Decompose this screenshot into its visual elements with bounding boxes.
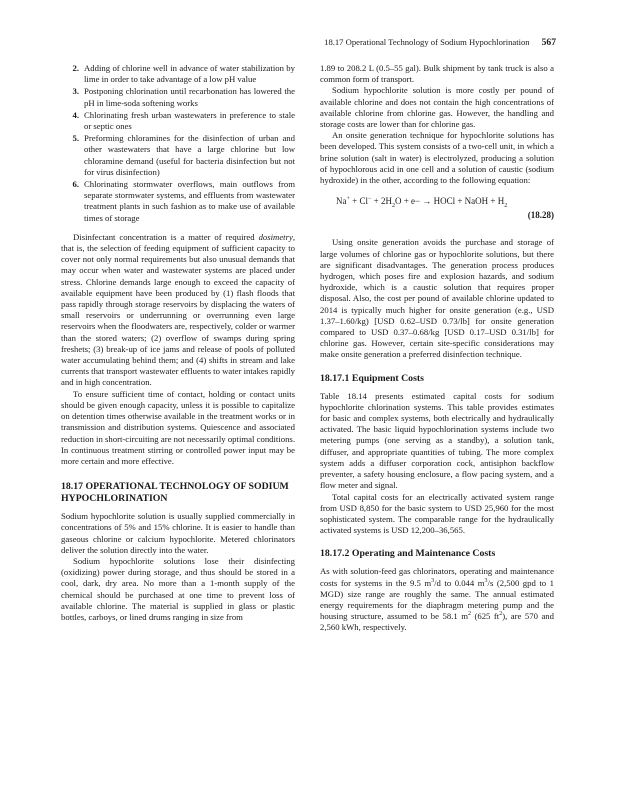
paragraph-storage: Sodium hypochlorite solutions lose their disinfecting (oxidizing) power during storage, and thus should be stored in a cool, dark, dry area. No more than a 1-month supply of the chemical should be purchased at one time to prevent loss of available chlorine. The material is supplied in glass or plastic bottles, carboys, or lined drums ranging in size from xyxy=(61,555,295,622)
paragraph-onsite-generation: An onsite generation technique for hypochlorite solutions has been developed. This system consists of a two-cell unit, in which a brine solution (salt in water) is electrolyzed, producing a solution of hypochlorous acid in one cell and a solution of caustic (sodium hydroxide) in the other, according to the following equation: xyxy=(320,130,554,186)
eq-sub: 2 xyxy=(391,203,395,210)
list-item-number: 2. xyxy=(72,63,79,73)
numbered-list xyxy=(61,63,295,224)
right-column xyxy=(320,63,554,634)
list-item xyxy=(61,110,295,132)
text-run: ), are 570 and 2,560 kWh, respectively. xyxy=(320,611,554,633)
eq-term: + Cl xyxy=(349,196,368,207)
paragraph-continuation: 1.89 to 208.2 L (0.5–55 gal). Bulk shipment by tank truck is also a common form of transport. xyxy=(320,63,554,85)
left-column xyxy=(61,63,295,623)
list-item-number: 6. xyxy=(72,179,79,190)
eq-sup: + xyxy=(346,196,350,203)
page-number: 567 xyxy=(541,37,556,48)
list-item xyxy=(61,179,295,224)
eq-term: O + e− → HOCl + NaOH + H xyxy=(394,196,505,207)
subsection-heading-equipment-costs: 18.17.1 Equipment Costs xyxy=(320,372,424,384)
eq-sup: − xyxy=(367,196,372,203)
list-item-number: 5. xyxy=(72,133,79,144)
list-item-number: 3. xyxy=(72,86,79,97)
list-item xyxy=(61,63,295,85)
list-item-number: 4. xyxy=(72,109,79,120)
running-title: 18.17 Operational Technology of Sodium Hypochlorination xyxy=(324,37,530,47)
text-run: As with solution-feed gas chlorinators, operating and maintenance costs for systems in the 9.5 m xyxy=(320,566,554,588)
paragraph-hypochlorite-supply: Sodium hypochlorite solution is usually supplied commercially in concentrations of 5% and 15% chlorine. It is easier to handle than gaseous chlorine or calcium hypochlorite. Metered chlorinators deliver the solution directly into the water. xyxy=(61,511,295,555)
emphasis-dosimetry: dosimetry xyxy=(258,231,293,242)
paragraph-dosimetry xyxy=(61,232,295,389)
superscript: 2 xyxy=(467,611,471,618)
text-run: , that is, the selection of feeding equipment of sufficient capacity to cover not only normal requirements but also unusual demands that may occur when water and wastewater systems are placed under stress. Chlorine demands large enough to exceed the capacity of available equipment have been produced by (1) flash floods that pass rapidly through storage reservoirs by displacing the waters of small reservoirs or underrunning or overrunning even large reservoirs when the floodwaters are, respectively, colder or warmer than the stored waters; (2) overflow of swamps during spring freshets; (3) break-up of ice jams and release of pools of polluted water accumulating behind them; and (4) shifts in stream and lake currents that transport wastewater effluents to water intakes rapidly and in high concentration. xyxy=(61,231,295,388)
list-item-text: Adding of chlorine well in advance of water stabilization by lime in order to take advantage of a low pH value xyxy=(84,63,295,85)
list-item-text: Preforming chloramines for the disinfection of urban and other wastewaters that have a large chlorine but low chloramine demand (useful for bacteria disinfection but not for virus disinfection) xyxy=(84,133,295,177)
paragraph-om-costs xyxy=(320,566,554,633)
list-item-text: Postponing chlorination until recarbonation has lowered the pH in lime-soda softening works xyxy=(84,86,295,108)
paragraph-capital-costs: Table 18.14 presents estimated capital costs for sodium hypochlorite chlorination systems. This table provides estimates for basic and complex systems, both electrically and hydraulically activated. The basic liquid hypochlorination systems include two metering pumps (one serving as a standby), a solution tank, diffuser, and appropriate quantities of tubing. The more complex system adds a diffuser corporation cock, antisiphon backflow preventer, a safety housing enclosure, a flow pacing system, and a flow meter and signal. xyxy=(320,390,554,491)
section-heading: 18.17 OPERATIONAL TECHNOLOGY OF SODIUM HYPOCHLORINATION xyxy=(61,481,289,505)
eq-sub: 2 xyxy=(504,203,508,210)
subsection-heading-om-costs: 18.17.2 Operating and Maintenance Costs xyxy=(320,548,496,560)
list-item-text: Chlorinating fresh urban wastewaters in preference to stale or septic ones xyxy=(84,109,295,132)
list-item xyxy=(61,86,295,108)
list-item xyxy=(61,133,295,178)
superscript: 3 xyxy=(484,577,488,584)
paragraph-contact-time: To ensure sufficient time of contact, holding or contact units should be given enough capacity, unless it is possible to capitalize on detention times otherwise available in the treatment works or in transmission and distribution systems. Quiescence and associated reduction in short-circuiting are not necessarily optimal conditions. In continuous treatment stirring or controlled power input may be more certain and more effective. xyxy=(61,388,295,466)
text-run: (625 ft xyxy=(470,611,500,622)
superscript: 2 xyxy=(499,611,503,618)
equation-body xyxy=(320,196,508,210)
equation-18-28 xyxy=(320,196,554,221)
running-header xyxy=(60,37,556,51)
text-run: Disinfectant concentration is a matter of required xyxy=(73,231,259,242)
list-item-text: Chlorinating stormwater overflows, main outflows from separate stormwater systems, and effluents from wastewater treatment plants in such fashion as to make use of available times of storage xyxy=(84,179,295,223)
equation-number: (18.28) xyxy=(527,210,554,221)
eq-term: + 2H xyxy=(371,196,392,207)
eq-term: Na xyxy=(336,196,347,207)
paragraph-cost-comparison: Sodium hypochlorite solution is more costly per pound of available chlorine and does not contain the high concentrations of available chlorine from chlorine gas. However, the handling and storage costs are lower than for chlorine gas. xyxy=(320,85,554,130)
text-run: /s (2,500 gpd to 1 MGD) size range are roughly the same. The annual estimated energy requirements for the diaphragm metering pump and the housing structure, assumed to be 58.1 m xyxy=(320,577,554,622)
superscript: 3 xyxy=(431,577,435,584)
paragraph-onsite-disadvantages: Using onsite generation avoids the purchase and storage of large volumes of chlorine gas or hypochlorite solutions, but there are significant disadvantages. The generation process produces hydrogen, which poses fire and explosion hazards, and sodium hydroxide, which is a caustic solution that requires proper disposal. Also, the cost per pound of available chlorine updated to 2014 is typically much higher for onsite generation (e.g., USD 1.37–1.60/kg) [USD 0.62–USD 0.73/lb] for onsite generation compared to USD 0.37–0.68/kg [USD 0.17–USD 0.31/lb] for chlorine gas. However, certain site-specific considerations may make onsite generation a preferred disinfection technique. xyxy=(320,237,554,360)
paragraph-total-capital: Total capital costs for an electrically activated system range from USD 8,850 for the basic system to USD 25,960 for the most sophisticated system. The comparable range for the hydraulically activated systems is USD 12,200–36,565. xyxy=(320,491,554,536)
text-run: /d to 0.044 m xyxy=(434,577,485,588)
